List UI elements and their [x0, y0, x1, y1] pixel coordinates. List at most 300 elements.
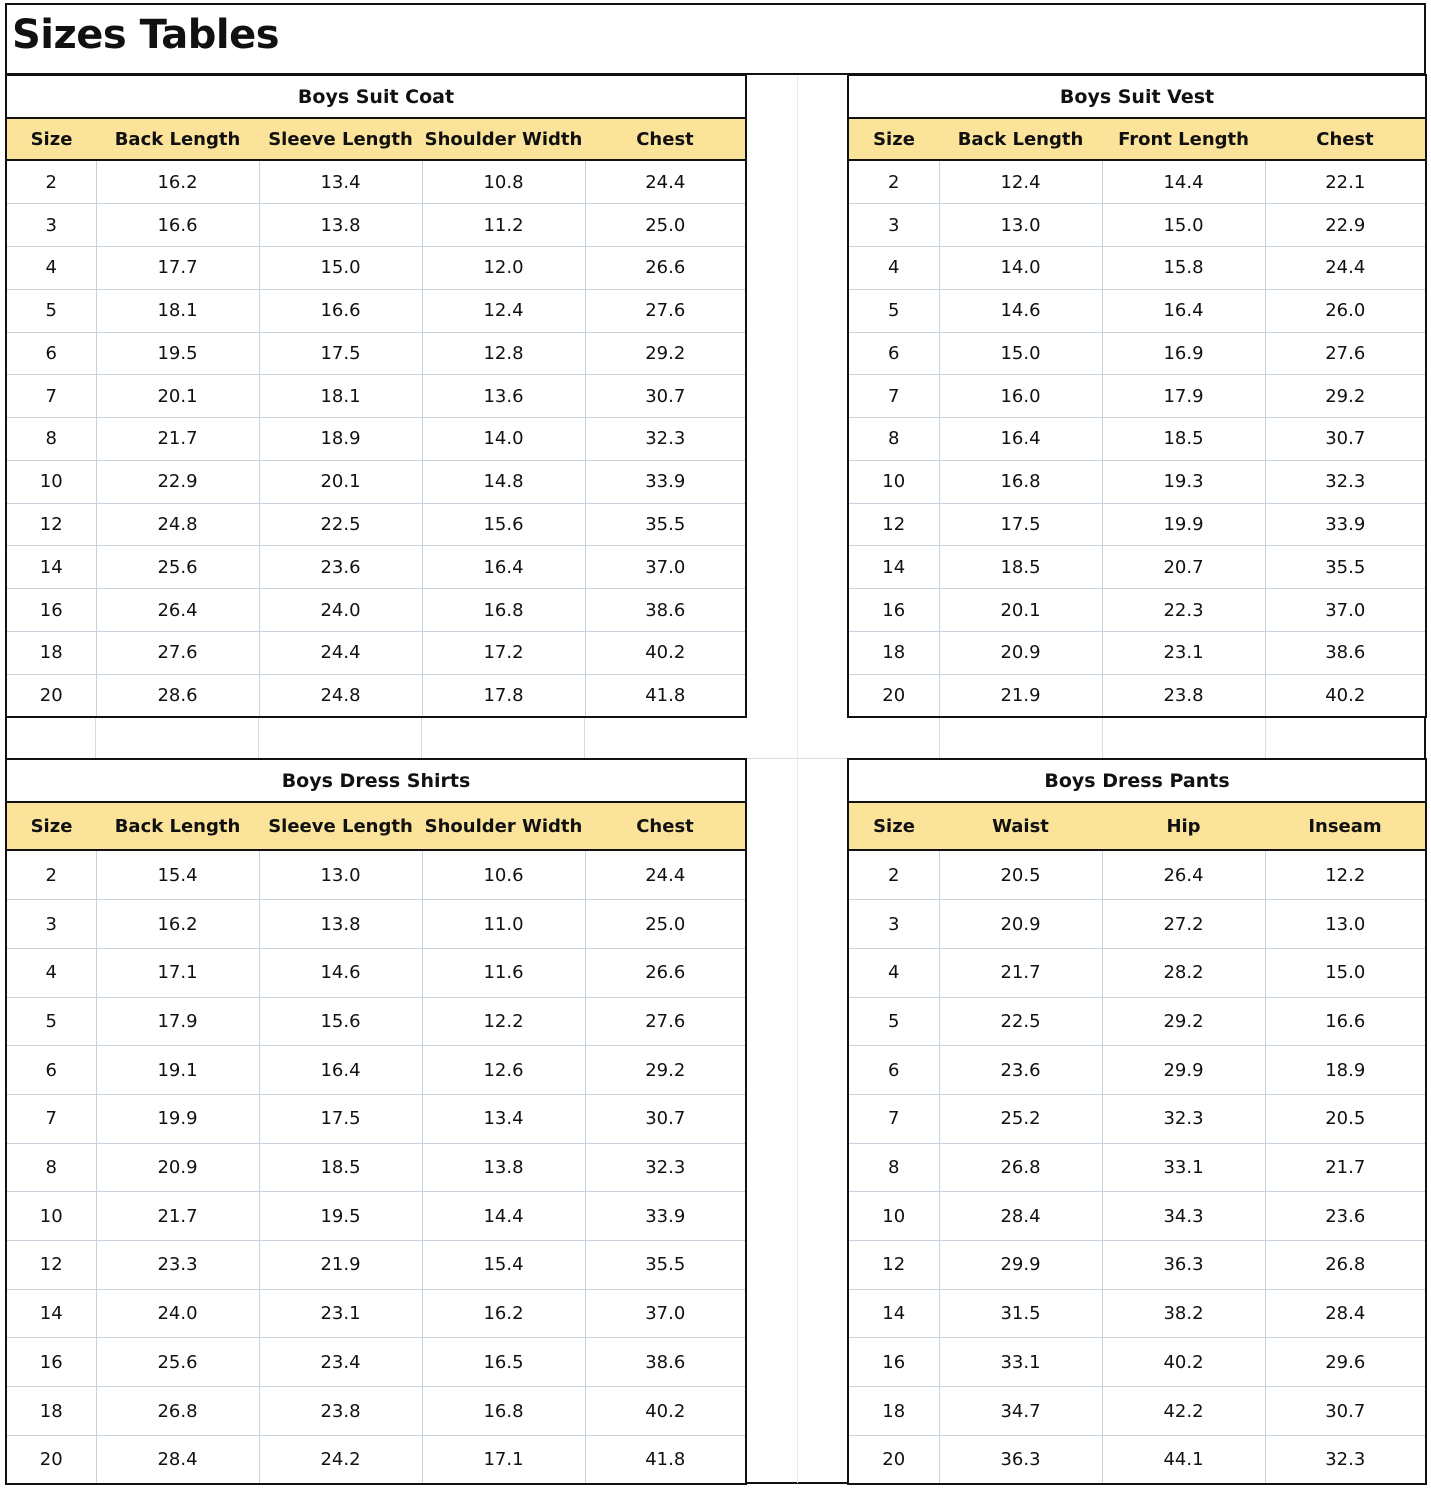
table-row [849, 850, 1425, 900]
table-cell: 20.5 [1265, 1095, 1425, 1144]
column-header: Hip [1102, 802, 1265, 850]
table-row [849, 1435, 1425, 1483]
gap-gridline [1102, 718, 1103, 758]
table-cell: 24.0 [96, 1289, 259, 1338]
table-cell: 17.5 [259, 1095, 422, 1144]
table-cell: 18.9 [259, 418, 422, 461]
table-row [7, 1046, 745, 1095]
table-cell: 16.0 [939, 375, 1102, 418]
column-header: Sleeve Length [259, 802, 422, 850]
table-cell: 26.8 [96, 1387, 259, 1436]
table-row [849, 1387, 1425, 1436]
table-cell: 41.8 [645, 684, 686, 706]
table-cell: 36.3 [1102, 1241, 1265, 1290]
table-cell: 16.4 [422, 546, 585, 589]
table-cell: 18.1 [96, 289, 259, 332]
table-row [849, 1241, 1425, 1290]
table-cell: 23.4 [259, 1338, 422, 1387]
table-cell: 14.6 [939, 289, 1102, 332]
table-cell: 6 [849, 1046, 939, 1095]
table-row [7, 1289, 745, 1338]
table-cell: 6 [7, 332, 96, 375]
table-row [7, 503, 745, 546]
table-cell: 21.9 [259, 1241, 422, 1290]
table-row [7, 997, 745, 1046]
table-cell: 23.1 [259, 1289, 422, 1338]
table-cell: 24.8 [259, 674, 422, 716]
table-cell: 6 [7, 1046, 96, 1095]
size-table [849, 76, 1425, 716]
table-cell: 28.4 [1265, 1289, 1425, 1338]
table-row [849, 418, 1425, 461]
table-row [849, 589, 1425, 632]
column-header: Sleeve Length [259, 118, 422, 160]
table-cell: 16.5 [422, 1338, 585, 1387]
table-cell: 17.2 [422, 631, 585, 674]
table-cell: 16 [7, 589, 96, 632]
column-header: Size [7, 802, 96, 850]
table-cell: 22.3 [1102, 589, 1265, 632]
table-cell: 22.5 [939, 997, 1102, 1046]
table-cell: 20.7 [1102, 546, 1265, 589]
table-row [849, 289, 1425, 332]
table-cell: 12 [7, 1241, 96, 1290]
table-cell: 21.7 [96, 1192, 259, 1241]
table-cell: 14.8 [422, 460, 585, 503]
table-row [7, 204, 745, 247]
table-cell: 24.4 [259, 631, 422, 674]
table-cell: 35.5 [585, 1241, 745, 1290]
table-cell: 37.0 [585, 546, 745, 589]
table-cell: 15.4 [96, 850, 259, 900]
table-cell: 14.0 [939, 247, 1102, 290]
table-cell: 10.6 [422, 850, 585, 900]
table-cell: 3 [7, 900, 96, 949]
table-cell: 28.4 [96, 1435, 259, 1483]
table-cell: 16.4 [939, 418, 1102, 461]
table-cell: 38.2 [1102, 1289, 1265, 1338]
table-cell: 12.6 [422, 1046, 585, 1095]
table-cell: 12.2 [1265, 850, 1425, 900]
size-table [7, 76, 745, 716]
gap-gridline [939, 718, 940, 758]
table-cell: 28.2 [1102, 948, 1265, 997]
table-cell: 33.9 [585, 1192, 745, 1241]
table-row [849, 1143, 1425, 1192]
table-cell: 29.2 [1102, 997, 1265, 1046]
gap-gridline [1265, 718, 1266, 758]
table-cell: 12.2 [422, 997, 585, 1046]
column-header: Back Length [96, 118, 259, 160]
table-row [849, 332, 1425, 375]
table-cell: 16.6 [96, 204, 259, 247]
table-cell: 19.5 [96, 332, 259, 375]
table-cell: 40.2 [585, 631, 745, 674]
table-cell: 20 [849, 1435, 939, 1483]
table-cell: 18.9 [1265, 1046, 1425, 1095]
table-row [7, 160, 745, 204]
table-cell: 17.9 [96, 997, 259, 1046]
table-cell: 38.6 [585, 589, 745, 632]
table-cell: 14 [7, 546, 96, 589]
table-cell: 18 [849, 631, 939, 674]
column-header: Size [849, 118, 939, 160]
table-cell: 24.4 [585, 850, 745, 900]
table-cell: 27.6 [96, 631, 259, 674]
table-cell: 17.1 [96, 948, 259, 997]
table-cell: 4 [849, 948, 939, 997]
table-cell: 37.0 [585, 1289, 745, 1338]
gap-gridline [584, 718, 585, 758]
table-row [849, 1289, 1425, 1338]
table-cell: 27.6 [1265, 332, 1425, 375]
table-cell: 17.7 [96, 247, 259, 290]
table-cell: 29.2 [585, 332, 745, 375]
table-title: Boys Suit Coat [7, 76, 745, 118]
table-cell: 16.2 [96, 160, 259, 204]
column-header: Chest [585, 118, 745, 160]
size-table [849, 760, 1425, 1483]
table-cell: 14 [849, 546, 939, 589]
table-cell: 4 [7, 948, 96, 997]
table-cell: 20.9 [96, 1143, 259, 1192]
column-header: Size [849, 802, 939, 850]
table-cell: 23.3 [96, 1241, 259, 1290]
table-cell: 23.8 [1102, 674, 1265, 716]
table-cell: 13.0 [939, 204, 1102, 247]
table-cell: 32.3 [1325, 1448, 1366, 1470]
table-cell: 25.0 [585, 900, 745, 949]
table-cell: 32.3 [585, 418, 745, 461]
table-cell: 17.1 [422, 1435, 585, 1483]
column-header: Chest [1265, 118, 1425, 160]
table-cell: 23.6 [939, 1046, 1102, 1095]
table-cell: 7 [7, 1095, 96, 1144]
table-cell: 10 [849, 460, 939, 503]
table-cell: 30.7 [1265, 418, 1425, 461]
table-cell: 16.6 [1265, 997, 1425, 1046]
table-row [849, 204, 1425, 247]
table-row [7, 247, 745, 290]
table-cell: 30.7 [585, 375, 745, 418]
table-cell: 15.0 [1265, 948, 1425, 997]
table-cell: 21.7 [1265, 1143, 1425, 1192]
table-cell: 14.0 [422, 418, 585, 461]
table-cell: 12 [849, 503, 939, 546]
gap-gridline [258, 718, 259, 758]
table-cell: 12 [849, 1241, 939, 1290]
table-cell: 14.4 [422, 1192, 585, 1241]
table-cell: 21.7 [96, 418, 259, 461]
table-cell: 16.8 [939, 460, 1102, 503]
table-cell: 19.3 [1102, 460, 1265, 503]
table-cell: 22.1 [1265, 160, 1425, 204]
table-row [7, 375, 745, 418]
table-cell: 23.6 [1265, 1192, 1425, 1241]
table-cell: 18 [7, 1387, 96, 1436]
table-cell: 15.8 [1102, 247, 1265, 290]
table-cell: 13.6 [422, 375, 585, 418]
table-cell: 23.8 [259, 1387, 422, 1436]
table-cell: 24.4 [1265, 247, 1425, 290]
table-cell: 15.6 [259, 997, 422, 1046]
table-cell: 29.6 [1265, 1338, 1425, 1387]
table-row [849, 631, 1425, 674]
table-cell: 12.4 [939, 160, 1102, 204]
table-boys-suit-coat [5, 74, 747, 718]
table-cell: 27.6 [585, 289, 745, 332]
table-cell: 6 [849, 332, 939, 375]
table-cell: 7 [849, 375, 939, 418]
column-header: Inseam [1265, 802, 1425, 850]
table-cell: 24.8 [96, 503, 259, 546]
table-cell: 16 [7, 1338, 96, 1387]
table-cell: 34.3 [1102, 1192, 1265, 1241]
table-cell: 40.2 [1102, 1338, 1265, 1387]
table-cell: 16 [849, 1338, 939, 1387]
table-cell: 26.4 [1102, 850, 1265, 900]
table-cell: 10 [7, 460, 96, 503]
table-row [7, 1338, 745, 1387]
table-cell: 8 [849, 1143, 939, 1192]
table-cell: 13.4 [259, 160, 422, 204]
table-cell: 25.2 [939, 1095, 1102, 1144]
table-cell: 21.9 [939, 674, 1102, 716]
table-cell: 38.6 [585, 1338, 745, 1387]
table-cell: 16.9 [1102, 332, 1265, 375]
table-cell: 35.5 [585, 503, 745, 546]
table-cell: 13.0 [1265, 900, 1425, 949]
table-cell: 33.1 [1102, 1143, 1265, 1192]
table-row [849, 1338, 1425, 1387]
table-cell: 38.6 [1265, 631, 1425, 674]
table-cell: 2 [849, 850, 939, 900]
table-cell: 22.5 [259, 503, 422, 546]
table-cell: 29.9 [1102, 1046, 1265, 1095]
table-cell: 15.0 [939, 332, 1102, 375]
table-row [849, 460, 1425, 503]
table-cell: 20 [849, 674, 939, 716]
table-cell: 20.9 [939, 631, 1102, 674]
table-cell: 14 [7, 1289, 96, 1338]
table-cell: 44.1 [1102, 1435, 1265, 1483]
table-cell: 16.2 [422, 1289, 585, 1338]
table-cell: 4 [7, 247, 96, 290]
table-cell: 29.2 [585, 1046, 745, 1095]
column-header: Front Length [1102, 118, 1265, 160]
table-cell: 26.6 [585, 948, 745, 997]
table-boys-suit-vest [847, 74, 1427, 718]
table-cell: 2 [7, 850, 96, 900]
column-header: Shoulder Width [422, 802, 585, 850]
table-cell: 16 [849, 589, 939, 632]
table-cell: 26.8 [1265, 1241, 1425, 1290]
table-cell: 18.1 [259, 375, 422, 418]
table-cell: 10.8 [422, 160, 585, 204]
table-cell: 26.6 [585, 247, 745, 290]
table-cell: 22.9 [96, 460, 259, 503]
table-cell: 35.5 [1265, 546, 1425, 589]
table-cell: 18.5 [1102, 418, 1265, 461]
table-cell: 20.1 [259, 460, 422, 503]
table-row [849, 1192, 1425, 1241]
table-cell: 20.5 [939, 850, 1102, 900]
table-cell: 13.8 [259, 900, 422, 949]
table-cell: 16.2 [96, 900, 259, 949]
table-cell: 42.2 [1102, 1387, 1265, 1436]
table-cell: 5 [7, 997, 96, 1046]
table-cell: 11.0 [422, 900, 585, 949]
table-title: Boys Dress Shirts [7, 760, 745, 802]
table-cell: 16.4 [259, 1046, 422, 1095]
spacer-gridline [797, 75, 798, 1483]
table-row [7, 1192, 745, 1241]
table-row [7, 1435, 745, 1483]
gap-gridline [95, 718, 96, 758]
table-cell: 23.6 [259, 546, 422, 589]
table-cell: 20 [7, 674, 96, 716]
table-cell: 18 [7, 631, 96, 674]
table-cell: 13.8 [259, 204, 422, 247]
table-cell: 30.7 [1265, 1387, 1425, 1436]
table-row [7, 418, 745, 461]
table-cell: 33.9 [1265, 503, 1425, 546]
table-cell: 27.2 [1102, 900, 1265, 949]
table-row [849, 997, 1425, 1046]
table-cell: 34.7 [939, 1387, 1102, 1436]
table-title: Boys Suit Vest [849, 76, 1425, 118]
table-row [7, 1095, 745, 1144]
table-row [7, 460, 745, 503]
table-cell: 10 [849, 1192, 939, 1241]
table-cell: 29.2 [1265, 375, 1425, 418]
table-cell: 12 [7, 503, 96, 546]
table-cell: 13.4 [422, 1095, 585, 1144]
table-row [849, 375, 1425, 418]
table-row [7, 1387, 745, 1436]
table-cell: 8 [7, 418, 96, 461]
page-title: Sizes Tables [12, 12, 280, 58]
gap-gridline [421, 718, 422, 758]
table-cell: 4 [849, 247, 939, 290]
table-cell: 2 [7, 160, 96, 204]
table-cell: 27.6 [585, 997, 745, 1046]
table-row [7, 589, 745, 632]
table-cell: 25.0 [585, 204, 745, 247]
table-cell: 17.8 [422, 674, 585, 716]
table-row [849, 503, 1425, 546]
table-row [849, 948, 1425, 997]
table-cell: 25.6 [96, 1338, 259, 1387]
table-cell: 29.9 [939, 1241, 1102, 1290]
table-row [7, 546, 745, 589]
table-cell: 10 [7, 1192, 96, 1241]
table-cell: 14.4 [1102, 160, 1265, 204]
table-cell: 17.5 [939, 503, 1102, 546]
table-cell: 16.6 [259, 289, 422, 332]
table-row [849, 160, 1425, 204]
table-cell: 15.0 [1102, 204, 1265, 247]
table-cell: 23.1 [1102, 631, 1265, 674]
table-cell: 8 [849, 418, 939, 461]
table-cell: 16.8 [422, 1387, 585, 1436]
table-row [7, 850, 745, 900]
table-row [7, 1241, 745, 1290]
table-cell: 20 [7, 1435, 96, 1483]
table-cell: 20.1 [939, 589, 1102, 632]
table-row [7, 674, 745, 716]
table-row [849, 546, 1425, 589]
table-cell: 14.6 [259, 948, 422, 997]
table-cell: 14 [849, 1289, 939, 1338]
table-cell: 19.9 [1102, 503, 1265, 546]
table-cell: 33.9 [585, 460, 745, 503]
table-cell: 7 [849, 1095, 939, 1144]
table-row [7, 289, 745, 332]
table-cell: 25.6 [96, 546, 259, 589]
table-cell: 33.1 [939, 1338, 1102, 1387]
table-boys-dress-shirts [5, 758, 747, 1485]
table-row [7, 1143, 745, 1192]
table-cell: 3 [849, 900, 939, 949]
table-cell: 21.7 [939, 948, 1102, 997]
table-cell: 17.9 [1102, 375, 1265, 418]
table-cell: 26.8 [939, 1143, 1102, 1192]
table-cell: 15.6 [422, 503, 585, 546]
table-row [849, 1095, 1425, 1144]
table-cell: 32.3 [585, 1143, 745, 1192]
table-cell: 16.4 [1102, 289, 1265, 332]
table-cell: 13.0 [259, 850, 422, 900]
size-table [7, 760, 745, 1483]
column-header: Size [7, 118, 96, 160]
table-cell: 18.5 [939, 546, 1102, 589]
table-cell: 28.6 [96, 674, 259, 716]
table-row [7, 631, 745, 674]
table-cell: 13.8 [422, 1143, 585, 1192]
table-cell: 32.3 [1102, 1095, 1265, 1144]
table-cell: 37.0 [1265, 589, 1425, 632]
table-cell: 12.0 [422, 247, 585, 290]
table-cell: 11.2 [422, 204, 585, 247]
table-cell: 18 [849, 1387, 939, 1436]
column-header: Back Length [939, 118, 1102, 160]
table-cell: 11.6 [422, 948, 585, 997]
table-cell: 24.2 [259, 1435, 422, 1483]
table-cell: 40.2 [585, 1387, 745, 1436]
table-cell: 2 [849, 160, 939, 204]
table-boys-dress-pants [847, 758, 1427, 1485]
table-cell: 20.1 [96, 375, 259, 418]
table-cell: 22.9 [1265, 204, 1425, 247]
table-row [7, 332, 745, 375]
table-cell: 15.0 [259, 247, 422, 290]
table-cell: 31.5 [939, 1289, 1102, 1338]
table-row [7, 900, 745, 949]
column-header: Waist [939, 802, 1102, 850]
table-cell: 12.8 [422, 332, 585, 375]
table-row [849, 674, 1425, 716]
table-row [7, 948, 745, 997]
table-cell: 18.5 [259, 1143, 422, 1192]
table-cell: 5 [7, 289, 96, 332]
table-cell: 30.7 [585, 1095, 745, 1144]
column-header: Chest [585, 802, 745, 850]
table-cell: 26.0 [1265, 289, 1425, 332]
table-row [849, 1046, 1425, 1095]
table-cell: 19.1 [96, 1046, 259, 1095]
table-cell: 40.2 [1325, 684, 1366, 706]
